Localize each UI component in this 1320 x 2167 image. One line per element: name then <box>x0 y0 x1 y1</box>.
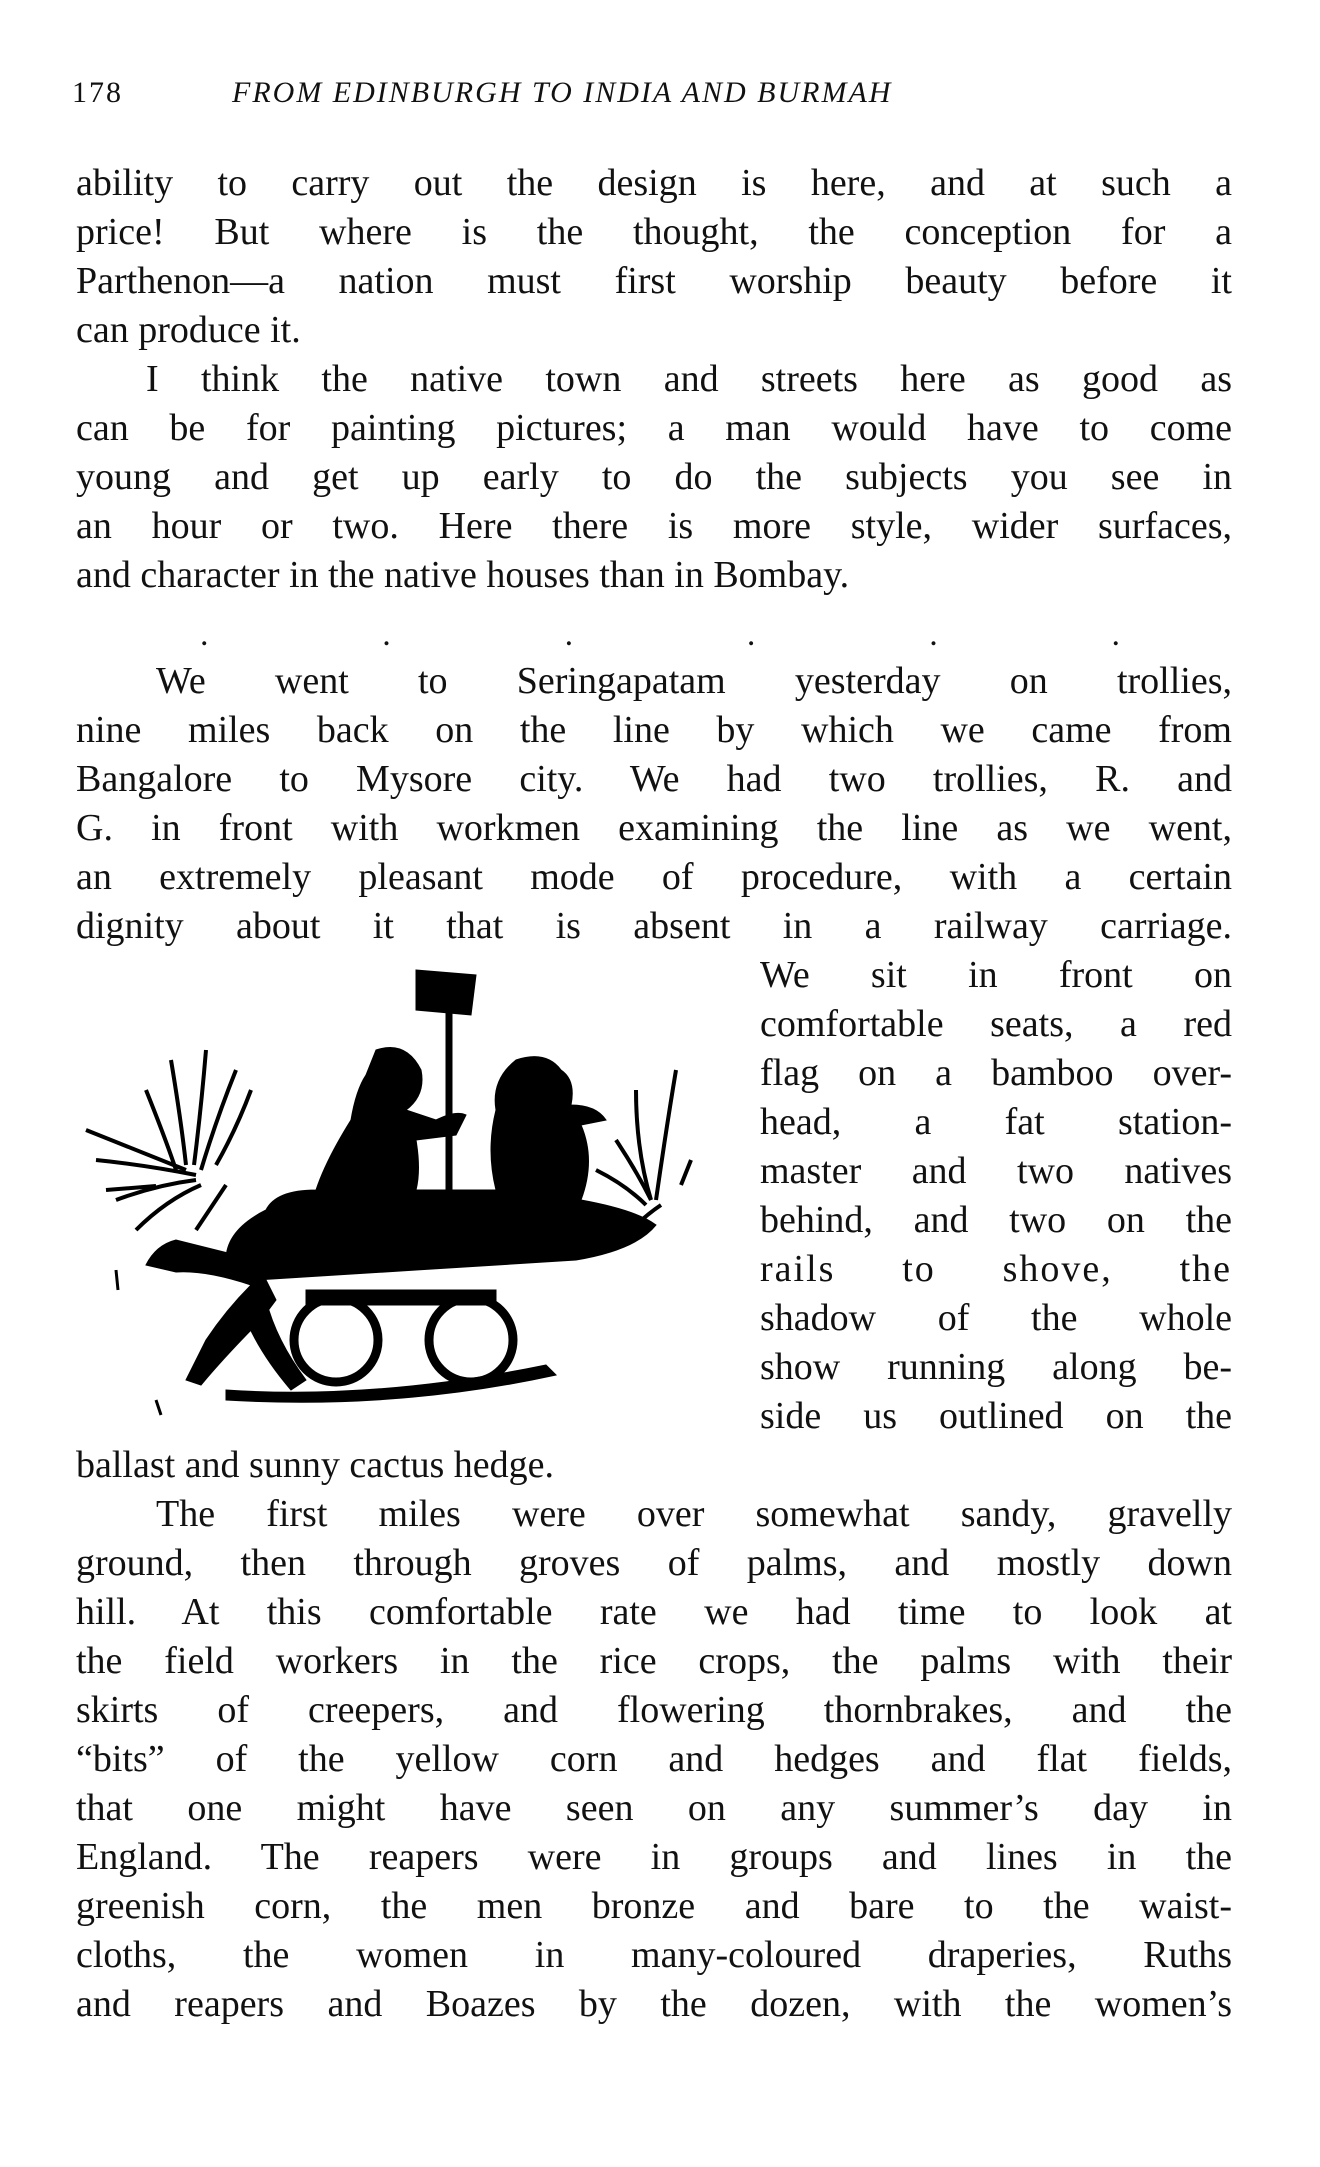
text-line: ground, then through groves of palms, and mostly down <box>76 1542 1232 1584</box>
separator-dot: . <box>382 616 391 653</box>
text-line: master and two natives <box>760 1150 1232 1192</box>
text-line: show running along be- <box>760 1346 1232 1388</box>
trolley-wheels <box>294 1298 513 1382</box>
separator-dot: . <box>746 616 756 653</box>
text-line: England. The reapers were in groups and lines in the <box>76 1836 1232 1878</box>
text-line: shadow of the whole <box>760 1297 1232 1339</box>
text-line: comfortable seats, a red <box>760 1003 1232 1045</box>
text-line: nine miles back on the line by which we came from <box>76 709 1232 751</box>
text-line: price! But where is the thought, the conception for a <box>76 211 1232 253</box>
text-line: side us outlined on the <box>760 1395 1232 1437</box>
red-flag <box>416 970 476 1015</box>
text-line: ballast and sunny cactus hedge. <box>76 1444 555 1486</box>
page-number: 178 <box>72 76 123 109</box>
text-line: can be for painting pictures; a man would have to come <box>76 407 1232 449</box>
text-line: that one might have seen on any summer’s day in <box>76 1787 1232 1829</box>
text-line: G. in front with workmen examining the line as we went, <box>76 807 1232 849</box>
text-line: cloths, the women in many-coloured draperies, Ruths <box>76 1934 1232 1976</box>
text-line: The first miles were over somewhat sandy, gravelly <box>156 1493 1232 1535</box>
text-line: young and get up early to do the subjects you see in <box>76 456 1232 498</box>
text-line: head, a fat station- <box>760 1101 1232 1143</box>
text-line: behind, and two on the <box>760 1199 1232 1241</box>
running-title: FROM EDINBURGH TO INDIA AND BURMAH <box>232 76 893 109</box>
text-line: Parthenon—a nation must first worship beauty before it <box>76 260 1232 302</box>
trolley-frame <box>306 1290 496 1305</box>
text-line: hill. At this comfortable rate we had time to look at <box>76 1591 1232 1633</box>
separator-dot: . <box>564 616 574 653</box>
text-line: can produce it. <box>76 309 301 351</box>
text-line: and character in the native houses than in Bombay. <box>76 554 850 596</box>
text-line: skirts of creepers, and flowering thornbrakes, and the <box>76 1689 1232 1731</box>
text-line: We went to Seringapatam yesterday on trollies, <box>156 660 1232 702</box>
text-line: dignity about it that is absent in a railway carriage. <box>76 905 1232 947</box>
text-line: I think the native town and streets here as good as <box>146 358 1232 400</box>
text-line: the field workers in the rice crops, the palms with their <box>76 1640 1232 1682</box>
text-line: flag on a bamboo over- <box>760 1052 1232 1094</box>
separator-dot: . <box>1111 616 1120 653</box>
text-line: an hour or two. Here there is more style, wider surfaces, <box>76 505 1232 547</box>
text-line: We sit in front on <box>760 954 1232 996</box>
text-line: an extremely pleasant mode of procedure, with a certain <box>76 856 1232 898</box>
trolley-silhouette-illustration <box>76 960 736 1440</box>
separator-dot: . <box>200 616 209 653</box>
text-line: Bangalore to Mysore city. We had two trollies, R. and <box>76 758 1232 800</box>
text-line: rails to shove, the <box>760 1248 1232 1290</box>
separator-dot: . <box>929 616 938 653</box>
text-line: ability to carry out the design is here, and at such a <box>76 162 1232 204</box>
text-line: greenish corn, the men bronze and bare to the waist- <box>76 1885 1232 1927</box>
page-header <box>72 76 1252 126</box>
text-line: and reapers and Boazes by the dozen, with the women’s <box>76 1983 1232 2025</box>
riders-silhouette <box>226 1048 656 1281</box>
section-break <box>200 616 1120 653</box>
text-line: “bits” of the yellow corn and hedges and flat fields, <box>76 1738 1232 1780</box>
cactus-hedge-left <box>86 1050 251 1230</box>
